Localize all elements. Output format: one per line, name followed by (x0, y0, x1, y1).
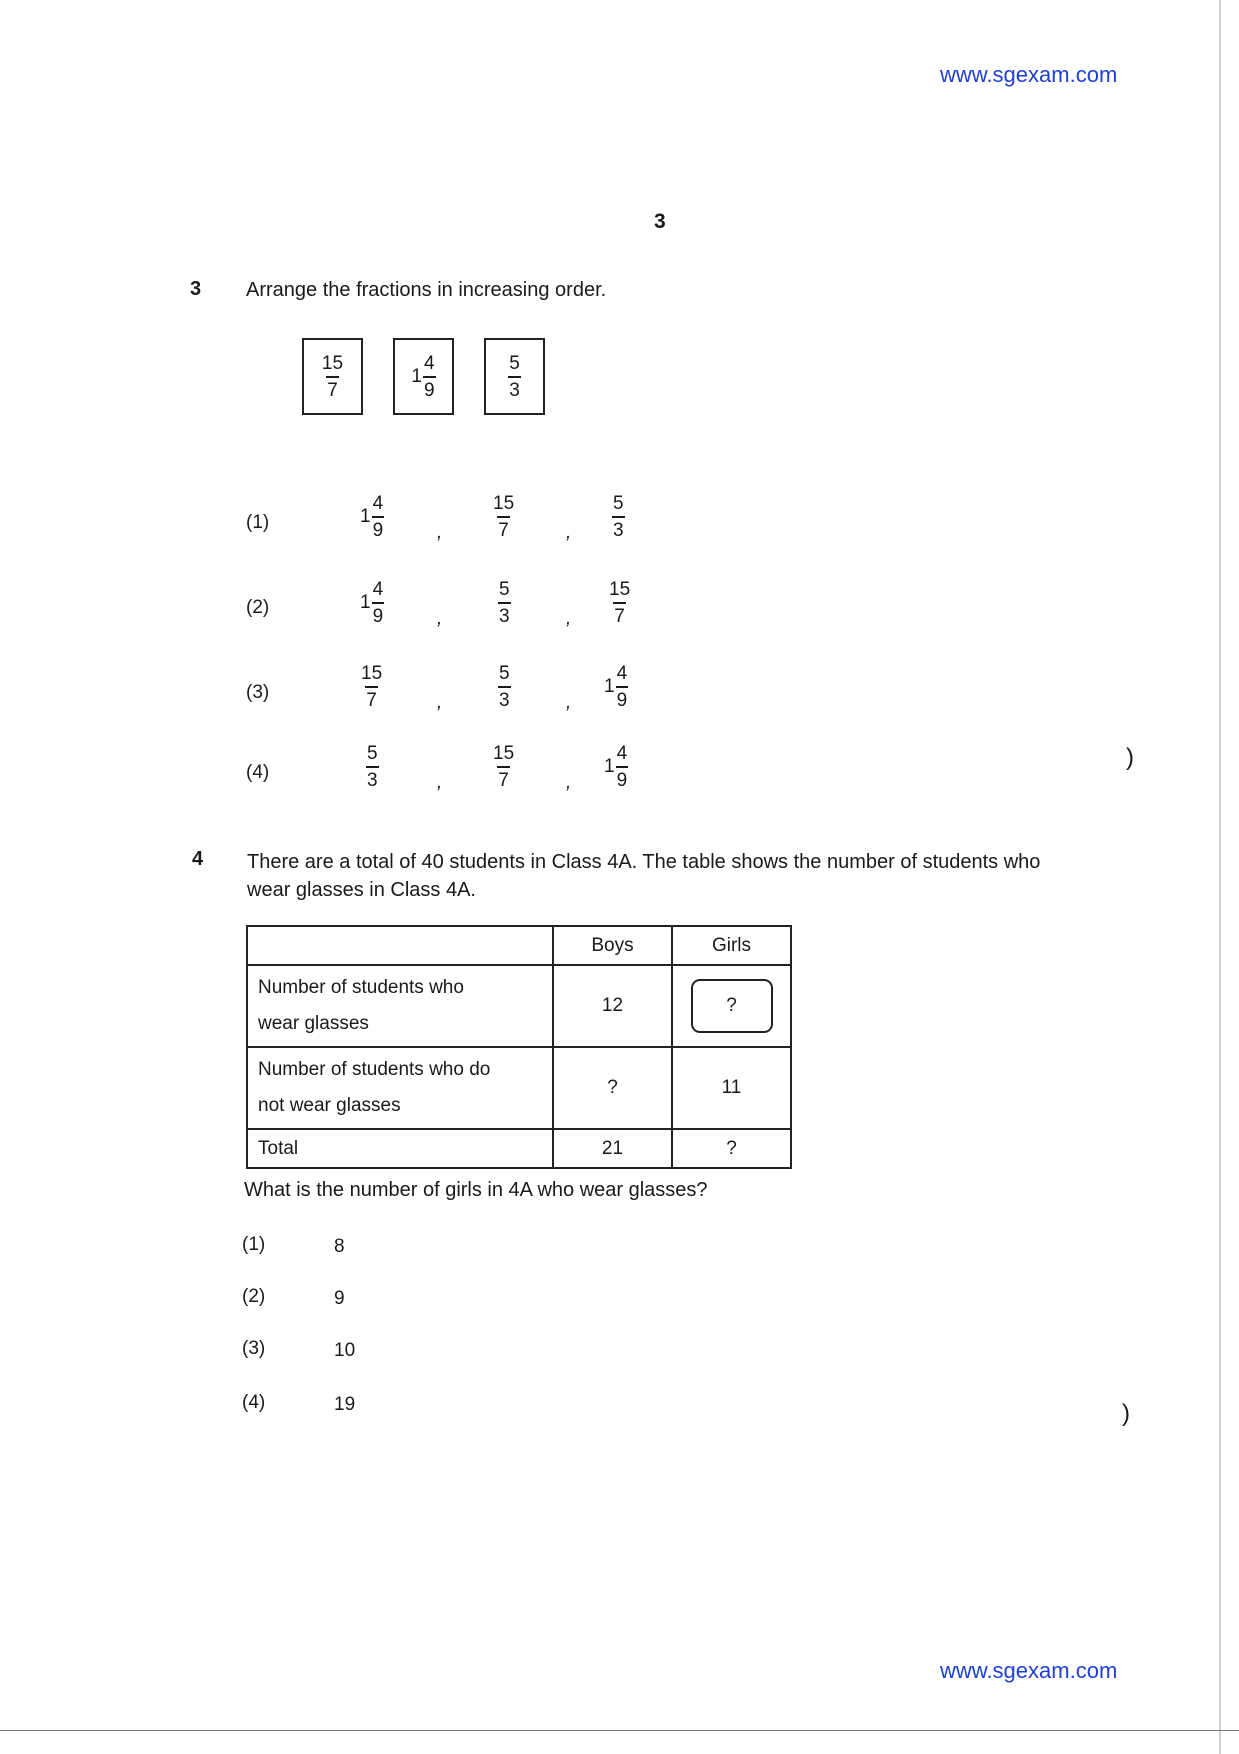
q3-option-3-comma: , (437, 692, 443, 713)
q3-option-2-item-1: 1 $\frac{4}{9}$ (360, 579, 384, 627)
q3-text: Arrange the fractions in increasing order. (246, 279, 607, 301)
q3-option-2-item-3: $\frac{15}{7}$ (609, 579, 631, 627)
q3-option-1-item-3: $\frac{5}{3}$ (613, 493, 624, 541)
q4-table-header-blank (247, 926, 553, 965)
scan-bottom-line (0, 1730, 1239, 1731)
q4-row2-girls: 11 (672, 1047, 791, 1129)
q3-box-fraction-5-3 (484, 338, 545, 415)
q3-number: 3 (190, 278, 202, 300)
q4-text-line-1: There are a total of 40 students in Class 4A. The table shows the number of students who (247, 851, 1041, 873)
q3-option-4-item-2: $\frac{15}{7}$ (493, 743, 515, 791)
q4-row1-boys: 12 (553, 965, 672, 1047)
q4-option-4-value: 19 (334, 1394, 356, 1415)
q4-table-header-girls: Girls (672, 926, 791, 965)
q4-table-header-row (247, 926, 791, 965)
q4-table-row-wear-glasses (247, 965, 791, 1047)
q4-table-header-boys: Boys (553, 926, 672, 965)
q4-option-3-label[interactable]: (3) (242, 1338, 266, 1359)
header-url[interactable]: www.sgexam.com (940, 62, 1118, 87)
q3-option-2-comma: , (437, 608, 443, 629)
q4-row1-label: Number of students who wear glasses (247, 965, 553, 1047)
q4-table-row-total (247, 1129, 791, 1168)
q3-option-1-item-1: 1 $\frac{4}{9}$ (360, 493, 384, 541)
q4-row2-label: Number of students who do not wear glasses (247, 1047, 553, 1129)
q4-option-2-value: 9 (334, 1288, 345, 1309)
page-number: 3 (654, 210, 666, 233)
q3-option-1-comma: , (437, 522, 443, 543)
fraction-15-7: $\frac{15}{7}$ (321, 352, 344, 401)
q4-answer-bracket[interactable]: ) (1122, 1400, 1130, 1427)
q3-box-fraction-15-7 (302, 338, 363, 415)
q4-row3-boys: 21 (553, 1129, 672, 1168)
q3-option-4-comma: , (437, 772, 443, 793)
q4-option-1-value: 8 (334, 1236, 345, 1257)
q4-option-4-label[interactable]: (4) (242, 1392, 266, 1413)
q4-text-line-2: wear glasses in Class 4A. (247, 879, 476, 901)
q4-number: 4 (192, 848, 204, 870)
q3-option-3-item-2: $\frac{5}{3}$ (499, 663, 510, 711)
q4-row3-label: Total (247, 1129, 553, 1168)
q4-row3-girls: ? (672, 1129, 791, 1168)
q4-option-2-label[interactable]: (2) (242, 1286, 266, 1307)
footer-url[interactable]: www.sgexam.com (940, 1658, 1118, 1683)
q4-row1-girls-cell (672, 965, 791, 1047)
q3-answer-bracket[interactable]: ) (1126, 744, 1134, 771)
q4-row1-girls: ? (726, 995, 737, 1016)
q4-table (246, 925, 792, 1169)
q3-box-fraction-1-4-9 (393, 338, 454, 415)
q3-option-2-item-2: $\frac{5}{3}$ (499, 579, 510, 627)
q3-option-4-label[interactable]: (4) (246, 762, 270, 783)
q3-option-1-item-2: $\frac{15}{7}$ (493, 493, 515, 541)
q4-option-1-label[interactable]: (1) (242, 1234, 266, 1255)
q3-option-3-comma: , (566, 692, 572, 713)
scan-edge-line (1219, 0, 1221, 1754)
q4-text (247, 848, 1147, 904)
q4-unknown-highlight-box (691, 979, 773, 1033)
q3-option-4-comma: , (566, 772, 572, 793)
q4-row2-boys: ? (553, 1047, 672, 1129)
q3-option-4-item-1: $\frac{5}{3}$ (367, 743, 378, 791)
q3-option-1-label[interactable]: (1) (246, 512, 270, 533)
q3-option-4-item-3: 1 $\frac{4}{9}$ (604, 743, 628, 791)
mixed-fraction-1-4-9: 1 $\frac{4}{9}$ (411, 352, 435, 401)
q3-option-2-comma: , (566, 608, 572, 629)
q3-option-2-label[interactable]: (2) (246, 597, 270, 618)
q3-option-3-item-1: $\frac{15}{7}$ (361, 663, 383, 711)
q4-option-3-value: 10 (334, 1340, 356, 1361)
q4-question: What is the number of girls in 4A who wear glasses? (244, 1179, 708, 1201)
fraction-5-3: $\frac{5}{3}$ (509, 352, 520, 401)
q3-option-3-label[interactable]: (3) (246, 682, 270, 703)
q3-option-3-item-3: 1 $\frac{4}{9}$ (604, 663, 628, 711)
q4-table-row-no-glasses (247, 1047, 791, 1129)
q3-option-1-comma: , (566, 522, 572, 543)
